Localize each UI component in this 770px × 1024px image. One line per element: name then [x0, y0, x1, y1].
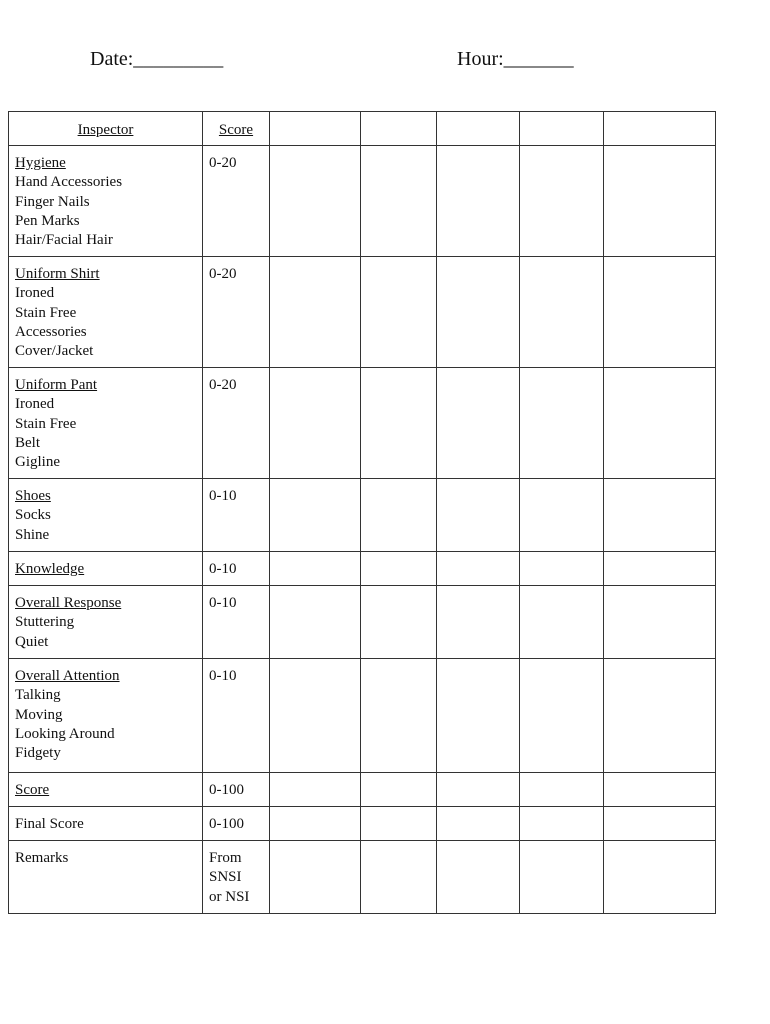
entry-cell[interactable] [604, 552, 716, 586]
criteria-item: Socks [15, 507, 51, 524]
criteria-item: Quiet [15, 633, 49, 650]
header-row [9, 112, 716, 146]
criteria-title: Overall Attention [15, 668, 120, 684]
entry-cell[interactable] [270, 659, 361, 773]
entry-cell[interactable] [604, 773, 716, 807]
entry-cell[interactable] [270, 586, 361, 659]
criteria-title: Final Score [15, 816, 84, 832]
score-range-cell [203, 257, 270, 368]
entry-cell[interactable] [520, 807, 604, 841]
entry-cell[interactable] [604, 146, 716, 257]
criteria-cell [9, 841, 203, 914]
entry-cell[interactable] [520, 659, 604, 773]
criteria-title: Knowledge [15, 561, 85, 577]
score-range-text: 0-10 [209, 488, 237, 504]
entry-cell[interactable] [520, 773, 604, 807]
criteria-item: Stuttering [15, 614, 75, 631]
entry-cell[interactable] [520, 552, 604, 586]
table-row [9, 659, 716, 773]
entry-cell[interactable] [361, 841, 437, 914]
criteria-title: Uniform Shirt [15, 266, 100, 282]
criteria-title: Hygiene [15, 155, 66, 171]
score-range-text: or NSI [209, 888, 250, 905]
criteria-item: Fidgety [15, 745, 61, 762]
entry-cell[interactable] [520, 586, 604, 659]
entry-cell[interactable] [437, 773, 520, 807]
score-range-text: From [209, 850, 242, 866]
column-header-blank [604, 112, 716, 146]
date-field[interactable]: Date:_________ [90, 48, 224, 70]
criteria-item: Belt [15, 434, 40, 451]
entry-cell[interactable] [437, 586, 520, 659]
table-row [9, 586, 716, 659]
criteria-item: Pen Marks [15, 212, 80, 229]
criteria-item: Stain Free [15, 304, 77, 321]
score-range-cell [203, 552, 270, 586]
entry-cell[interactable] [604, 368, 716, 479]
criteria-item: Talking [15, 687, 61, 704]
score-range-text: 0-10 [209, 668, 237, 684]
entry-cell[interactable] [604, 586, 716, 659]
criteria-item: Moving [15, 706, 63, 723]
criteria-title: Overall Response [15, 595, 122, 611]
criteria-cell [9, 552, 203, 586]
entry-cell[interactable] [361, 257, 437, 368]
entry-cell[interactable] [361, 479, 437, 552]
table-row [9, 773, 716, 807]
score-range-text: 0-10 [209, 595, 237, 611]
column-header-blank [437, 112, 520, 146]
entry-cell[interactable] [520, 368, 604, 479]
criteria-item: Ironed [15, 285, 55, 302]
entry-cell[interactable] [520, 257, 604, 368]
entry-cell[interactable] [270, 773, 361, 807]
criteria-item: Shine [15, 526, 50, 543]
entry-cell[interactable] [270, 841, 361, 914]
entry-cell[interactable] [604, 257, 716, 368]
entry-cell[interactable] [361, 146, 437, 257]
score-range-cell [203, 807, 270, 841]
entry-cell[interactable] [520, 479, 604, 552]
criteria-item: Accessories [15, 323, 87, 340]
criteria-cell [9, 479, 203, 552]
entry-cell[interactable] [437, 552, 520, 586]
entry-cell[interactable] [361, 773, 437, 807]
criteria-title: Uniform Pant [15, 377, 98, 393]
criteria-item: Gigline [15, 454, 60, 471]
criteria-cell [9, 773, 203, 807]
table-body [9, 146, 716, 914]
entry-cell[interactable] [520, 146, 604, 257]
score-range-text: 0-20 [209, 377, 237, 393]
score-range-text: 0-20 [209, 266, 237, 282]
hour-field[interactable]: Hour:_______ [457, 48, 574, 70]
score-range-cell [203, 773, 270, 807]
entry-cell[interactable] [361, 659, 437, 773]
table-row [9, 146, 716, 257]
criteria-item: Hair/Facial Hair [15, 232, 113, 249]
criteria-title: Score [15, 782, 50, 798]
entry-cell[interactable] [270, 257, 361, 368]
entry-cell[interactable] [270, 552, 361, 586]
score-range-cell [203, 841, 270, 914]
score-range-text: SNSI [209, 869, 242, 886]
criteria-cell [9, 586, 203, 659]
table-row [9, 368, 716, 479]
entry-cell[interactable] [361, 368, 437, 479]
entry-cell[interactable] [437, 659, 520, 773]
score-range-text: 0-100 [209, 816, 244, 832]
criteria-item: Cover/Jacket [15, 343, 94, 360]
criteria-cell [9, 257, 203, 368]
entry-cell[interactable] [437, 257, 520, 368]
criteria-title: Shoes [15, 488, 51, 504]
entry-cell[interactable] [604, 807, 716, 841]
criteria-item: Ironed [15, 396, 55, 413]
entry-cell[interactable] [270, 807, 361, 841]
entry-cell[interactable] [437, 841, 520, 914]
inspection-table [8, 111, 716, 914]
criteria-item: Stain Free [15, 415, 77, 432]
score-range-cell [203, 146, 270, 257]
score-range-cell [203, 368, 270, 479]
column-header-blank [520, 112, 604, 146]
table-row [9, 552, 716, 586]
table-row [9, 257, 716, 368]
column-header-blank [361, 112, 437, 146]
table-row [9, 807, 716, 841]
table-row [9, 479, 716, 552]
entry-cell[interactable] [361, 586, 437, 659]
column-header-blank [270, 112, 361, 146]
column-header-score: Score [203, 112, 270, 146]
criteria-cell [9, 807, 203, 841]
entry-cell[interactable] [604, 479, 716, 552]
entry-cell[interactable] [520, 841, 604, 914]
score-range-cell [203, 479, 270, 552]
score-range-cell [203, 659, 270, 773]
entry-cell[interactable] [437, 807, 520, 841]
criteria-item: Looking Around [15, 725, 115, 742]
score-range-text: 0-20 [209, 155, 237, 171]
entry-cell[interactable] [361, 807, 437, 841]
criteria-item: Hand Accessories [15, 174, 123, 191]
criteria-cell [9, 368, 203, 479]
criteria-cell [9, 659, 203, 773]
entry-cell[interactable] [270, 146, 361, 257]
criteria-cell [9, 146, 203, 257]
entry-cell[interactable] [361, 552, 437, 586]
entry-cell[interactable] [437, 368, 520, 479]
criteria-title: Remarks [15, 850, 69, 866]
entry-cell[interactable] [437, 146, 520, 257]
entry-cell[interactable] [270, 479, 361, 552]
table-row [9, 841, 716, 914]
entry-cell[interactable] [270, 368, 361, 479]
column-header-inspector: Inspector [9, 112, 203, 146]
score-range-text: 0-10 [209, 561, 237, 577]
entry-cell[interactable] [604, 841, 716, 914]
entry-cell[interactable] [437, 479, 520, 552]
score-range-text: 0-100 [209, 782, 244, 798]
entry-cell[interactable] [604, 659, 716, 773]
score-range-cell [203, 586, 270, 659]
criteria-item: Finger Nails [15, 193, 90, 210]
